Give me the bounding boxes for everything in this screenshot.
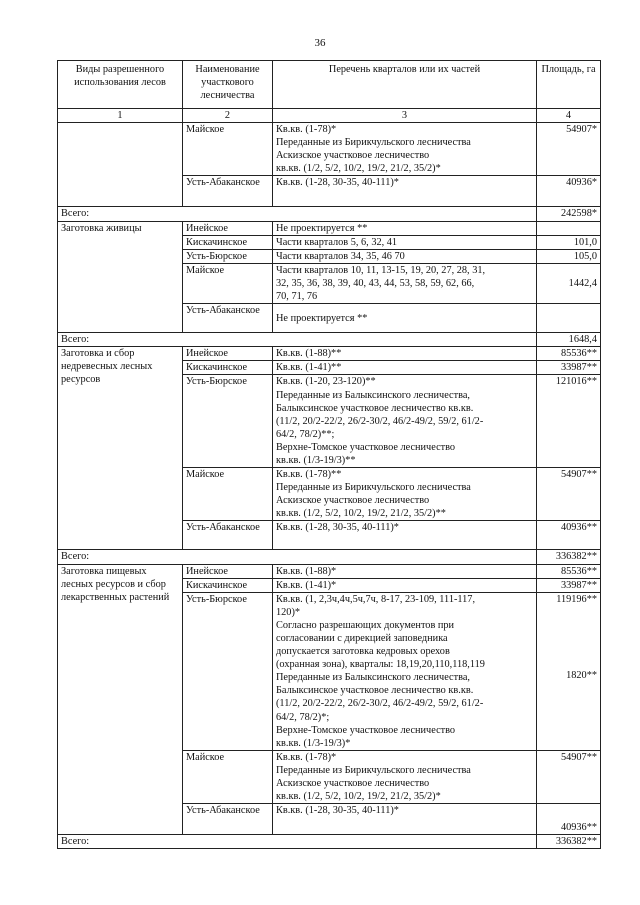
total-value: 242598* xyxy=(537,207,601,221)
total-label: Всего: xyxy=(58,835,537,849)
total-label: Всего: xyxy=(58,550,537,564)
total-row xyxy=(58,207,601,221)
area-cell: 85536** xyxy=(537,347,601,361)
quarters-cell: Не проектируется ** xyxy=(273,304,537,333)
quarters-cell: Кв.кв. (1-41)* xyxy=(273,578,537,592)
area-cell: 1442,4 xyxy=(537,263,601,303)
forestry-cell: Инейское xyxy=(183,347,273,361)
forestry-cell: Усть-Абаканское xyxy=(183,521,273,550)
quarters-cell: Части кварталов 5, 6, 32, 41 xyxy=(273,235,537,249)
quarters-cell: Кв.кв. (1-78)** Переданные из Бирикчульского лесничества Аскизское участковое лесничество кв.кв. (1/2, 5/2, 10/2, 19/2, 21/2, 35/2)** xyxy=(273,468,537,521)
quarters-cell: Кв.кв. (1-28, 30-35, 40-111)* xyxy=(273,176,537,207)
quarters-cell: Кв.кв. (1-41)** xyxy=(273,361,537,375)
total-value: 336382** xyxy=(537,835,601,849)
area-cell: 101,0 xyxy=(537,235,601,249)
header-area: Площадь, га xyxy=(537,61,601,109)
total-label: Всего: xyxy=(58,333,537,347)
area-cell: 33987** xyxy=(537,361,601,375)
forestry-cell: Усть-Бюрское xyxy=(183,375,273,468)
area-cell: 85536** xyxy=(537,564,601,578)
forestry-cell: Инейское xyxy=(183,564,273,578)
table-row xyxy=(58,347,601,361)
column-number-row xyxy=(58,109,601,123)
area-value: 119196** xyxy=(556,593,597,605)
quarters-cell: Части кварталов 10, 11, 13-15, 19, 20, 27, 28, 31, 32, 35, 36, 38, 39, 40, 43, 44, 53, 58, 59, 62, 66, 70, 71, 76 xyxy=(273,263,537,303)
area-cell xyxy=(537,221,601,235)
forestry-cell: Майское xyxy=(183,750,273,803)
forestry-cell: Усть-Бюрское xyxy=(183,592,273,750)
column-number: 2 xyxy=(183,109,273,123)
area-cell: 54907** xyxy=(537,468,601,521)
table-row xyxy=(58,564,601,578)
forestry-cell: Усть-Бюрское xyxy=(183,249,273,263)
forest-use-table xyxy=(57,60,601,849)
quarters-cell: Кв.кв. (1, 2,3ч,4ч,5ч,7ч, 8-17, 23-109, 111-117, 120)* Согласно разрешающих документов при согласовании с дирекцией заповедника допускается заготовка кедровых орехов (охранная зона), кварталы: 18,19,20,110,118,119 Переданные из Балыксинского лесничества, Балыксинское участковое лесничество кв.кв. (11/2, 20/2-22/2, 26/2-30/2, 46/2-49/2, 59/2, 61/2- 64/2, 78/2)*; Верхне-Томское участковое лесничество кв.кв. (1/3-19/3)* xyxy=(273,592,537,750)
header-forestry: Наименование участкового лесничества xyxy=(183,61,273,109)
total-row xyxy=(58,835,601,849)
quarters-cell: Кв.кв. (1-88)** xyxy=(273,347,537,361)
quarters-cell: Части кварталов 34, 35, 46 70 xyxy=(273,249,537,263)
column-number: 1 xyxy=(58,109,183,123)
use-type-cell: Заготовка живицы xyxy=(58,221,183,333)
forestry-cell: Майское xyxy=(183,263,273,303)
forestry-cell: Майское xyxy=(183,468,273,521)
area-cell: 54907* xyxy=(537,123,601,176)
area-cell xyxy=(537,592,601,750)
use-type-cell: Заготовка пищевых лесных ресурсов и сбор лекарственных растений xyxy=(58,564,183,835)
use-type-cell xyxy=(58,123,183,207)
total-row xyxy=(58,550,601,564)
column-number: 3 xyxy=(273,109,537,123)
column-number: 4 xyxy=(537,109,601,123)
quarters-cell: Кв.кв. (1-20, 23-120)** Переданные из Балыксинского лесничества, Балыксинское участковое лесничество кв.кв. (11/2, 20/2-22/2, 26/2-30/2, 46/2-49/2, 59/2, 61/2- 64/2, 78/2)**; Верхне-Томское участковое лесничество кв.кв. (1/3-19/3)** xyxy=(273,375,537,468)
forestry-cell: Усть-Абаканское xyxy=(183,176,273,207)
area-value-extra: 1820** xyxy=(566,669,597,681)
forestry-cell: Кискачинское xyxy=(183,235,273,249)
page-number: 36 xyxy=(314,37,326,49)
area-cell: 40936* xyxy=(537,176,601,207)
area-cell: 33987** xyxy=(537,578,601,592)
total-row xyxy=(58,333,601,347)
forestry-cell: Майское xyxy=(183,123,273,176)
forestry-cell: Инейское xyxy=(183,221,273,235)
total-value: 336382** xyxy=(537,550,601,564)
quarters-cell: Не проектируется ** xyxy=(273,221,537,235)
forestry-cell: Кискачинское xyxy=(183,361,273,375)
header-use-type: Виды разрешенного использования лесов xyxy=(58,61,183,109)
area-cell xyxy=(537,304,601,333)
area-cell: 121016** xyxy=(537,375,601,468)
header-row xyxy=(58,61,601,109)
quarters-cell: Кв.кв. (1-28, 30-35, 40-111)* xyxy=(273,804,537,835)
quarters-cell: Кв.кв. (1-78)* Переданные из Бирикчульского лесничества Аскизское участковое лесничество кв.кв. (1/2, 5/2, 10/2, 19/2, 21/2, 35/2)* xyxy=(273,123,537,176)
header-quarters: Перечень кварталов или их частей xyxy=(273,61,537,109)
area-cell: 54907** xyxy=(537,750,601,803)
use-type-cell: Заготовка и сбор недревесных лесных ресурсов xyxy=(58,347,183,550)
area-cell: 40936** xyxy=(537,521,601,550)
quarters-cell: Кв.кв. (1-78)* Переданные из Бирикчульского лесничества Аскизское участковое лесничество кв.кв. (1/2, 5/2, 10/2, 19/2, 21/2, 35/2)* xyxy=(273,750,537,803)
forestry-cell: Усть-Абаканское xyxy=(183,304,273,333)
quarters-cell: Кв.кв. (1-28, 30-35, 40-111)* xyxy=(273,521,537,550)
total-value: 1648,4 xyxy=(537,333,601,347)
forestry-cell: Кискачинское xyxy=(183,578,273,592)
total-label: Всего: xyxy=(58,207,537,221)
table-row xyxy=(58,123,601,176)
quarters-cell: Кв.кв. (1-88)* xyxy=(273,564,537,578)
area-cell: 40936** xyxy=(537,804,601,835)
forestry-cell: Усть-Абаканское xyxy=(183,804,273,835)
area-cell: 105,0 xyxy=(537,249,601,263)
table-row xyxy=(58,221,601,235)
